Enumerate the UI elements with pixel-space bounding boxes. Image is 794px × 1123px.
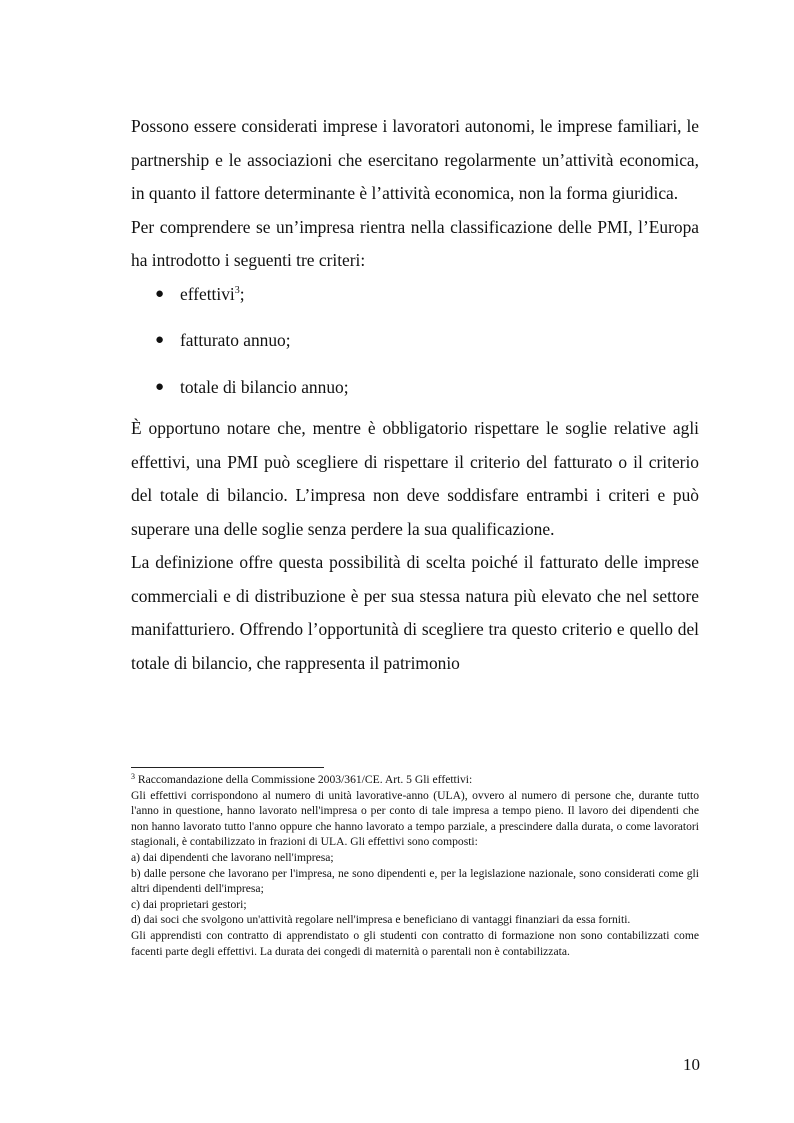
footnote-number: 3 <box>131 772 135 781</box>
footnote-line: b) dalle persone che lavorano per l'impresa, ne sono dipendenti e, per la legislazione nazionale, sono considerati come gli altri dipendenti dell'impresa; <box>131 866 699 896</box>
footnote-line: c) dai proprietari gestori; <box>131 897 247 911</box>
criteria-item-suffix: ; <box>239 283 245 304</box>
footnote-block <box>131 772 699 959</box>
criteria-item-label: effettivi <box>180 283 235 304</box>
footnote-line: Gli apprendisti con contratto di apprendistato o gli studenti con contratto di formazione non sono contabilizzati come facenti parte degli effettivi. La durata dei congedi di maternità o parentali non è contabilizzata. <box>131 928 699 958</box>
criteria-list <box>131 278 699 405</box>
criteria-item-label: fatturato annuo; <box>180 330 291 350</box>
bullet-icon: ● <box>155 378 165 395</box>
footnote-ref[interactable]: 3 <box>234 284 240 296</box>
footnote-line: a) dai dipendenti che lavorano nell'impresa; <box>131 850 334 864</box>
footnote-title-line <box>131 772 699 788</box>
main-text <box>131 110 699 680</box>
paragraph-criteri-intro: Per comprendere se un’impresa rientra nella classificazione delle PMI, l’Europa ha introdotto i seguenti tre criteri: <box>131 216 699 270</box>
footnote-title: Raccomandazione della Commissione 2003/361/CE. Art. 5 Gli effettivi: <box>137 773 473 786</box>
paragraph-imprese: Possono essere considerati imprese i lavoratori autonomi, le imprese familiari, le partnership e le associazioni che esercitano regolarmente un’attività economica, in quanto il fattore determinante è l’attività economica, non la forma giuridica. <box>131 116 699 203</box>
bullet-icon: ● <box>155 285 165 302</box>
footnote-line: Gli effettivi corrispondono al numero di unità lavorative-anno (ULA), ovvero al numero di persone che, durante tutto l'anno in questione, hanno lavorato nell'impresa o per conto di tale impresa a tempo pieno. Il lavoro dei dipendenti che non hanno lavorato tutto l'anno oppure che hanno lavorato a tempo parziale, a prescindere dalla durata, o come lavoratori stagionali, è contabilizzato in frazioni di ULA. Gli effettivi sono composti: <box>131 788 699 849</box>
page-number: 10 <box>683 1055 700 1074</box>
criteria-item-effettivi <box>131 278 699 312</box>
footnote-divider <box>131 767 324 768</box>
footnote-line: d) dai soci che svolgono un'attività regolare nell'impresa e beneficiano di vantaggi finanziari da essa forniti. <box>131 913 631 927</box>
criteria-item-fatturato <box>131 324 699 358</box>
criteria-item-bilancio <box>131 371 699 405</box>
paragraph-definizione: La definizione offre questa possibilità di scelta poiché il fatturato delle imprese commerciali e di distribuzione è per sua stessa natura più elevato che nel settore manifatturiero. Offrendo l’opportunità di scegliere tra questo criterio e quello del totale di bilancio, che rappresenta il patrimonio <box>131 552 699 673</box>
criteria-item-label: totale di bilancio annuo; <box>180 376 349 397</box>
paragraph-soglie: È opportuno notare che, mentre è obbligatorio rispettare le soglie relative agli effettivi, una PMI può scegliere di rispettare il criterio del fatturato o il criterio del totale di bilancio. L’impresa non deve soddisfare entrambi i criteri e può superare una delle soglie senza perdere la sua qualificazione. <box>131 418 699 539</box>
bullet-icon: ● <box>155 332 165 348</box>
